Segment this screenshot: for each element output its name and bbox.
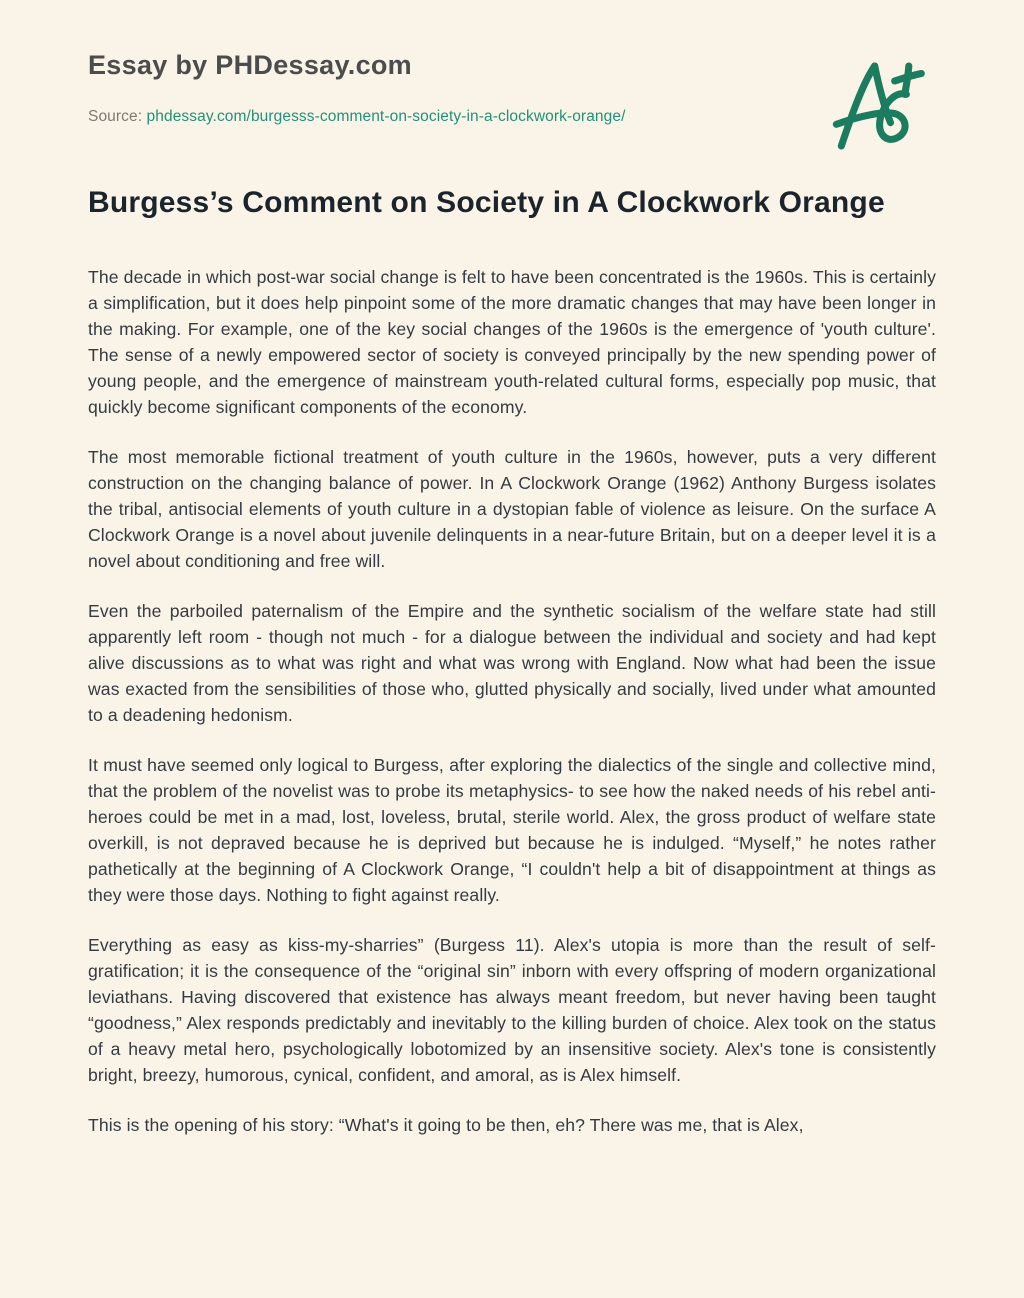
essay-paragraph: Everything as easy as kiss-my-sharries” (Burgess 11). Alex's utopia is more than the result of self-gratification; it is the consequence of the “original sin” inborn with every offspring of modern organizational leviathans. Having discovered that existence has always meant freedom, but never having been taught “goodness,” Alex responds predictably and inevitably to the killing burden of choice. Alex took on the status of a heavy metal hero, psychologically lobotomized by an insensitive society. Alex's tone is consistently bright, breezy, humorous, cynical, confident, and amoral, as is Alex himself. — [88, 935, 936, 1085]
source-label: Source: — [88, 108, 143, 125]
essay-paragraph: This is the opening of his story: “What's it going to be then, eh? There was me, that is Alex, — [88, 1115, 804, 1135]
byline: Essay by PHDessay.com — [88, 50, 412, 80]
essay-paragraph: The decade in which post-war social change is felt to have been concentrated is the 1960s. This is certainly a simplification, but it does help pinpoint some of the more dramatic changes that may have been longer in the making. For example, one of the key social changes of the 1960s is the emergence of 'youth culture'. The sense of a newly empowered sector of society is conveyed principally by the new spending power of young people, and the emergence of mainstream youth-related cultural forms, especially pop music, that quickly become significant components of the economy. — [88, 267, 936, 417]
essay-body — [88, 264, 936, 1138]
essay-paragraph: Even the parboiled paternalism of the Empire and the synthetic socialism of the welfare state had still apparently left room - though not much - for a dialogue between the individual and society and had kept alive discussions as to what was right and what was wrong with England. Now what had been the issue was exacted from the sensibilities of those who, glutted physically and socially, lived under what amounted to a deadening hedonism. — [88, 601, 936, 725]
source-row — [88, 108, 936, 126]
phdessay-a-plus-logo-icon — [828, 56, 928, 156]
essay-paragraph: The most memorable fictional treatment of youth culture in the 1960s, however, puts a very different construction on the changing balance of power. In A Clockwork Orange (1962) Anthony Burgess isolates the tribal, antisocial elements of youth culture in a dystopian fable of violence as leisure. On the surface A Clockwork Orange is a novel about juvenile delinquents in a near-future Britain, but on a deeper level it is a novel about conditioning and free will. — [88, 447, 936, 571]
page-title: Burgess’s Comment on Society in A Clockwork Orange — [88, 186, 885, 219]
essay-paragraph: It must have seemed only logical to Burgess, after exploring the dialectics of the single and collective mind, that the problem of the novelist was to probe its metaphysics- to see how the naked needs of his rebel anti-heroes could be met in a mad, lost, loveless, brutal, sterile world. Alex, the gross product of welfare state overkill, is not depraved because he is deprived but because he is indulged. “Myself,” he notes rather pathetically at the beginning of A Clockwork Orange, “I couldn't help a bit of disappointment at things as they were those days. Nothing to fight against really. — [88, 755, 936, 905]
source-link[interactable]: phdessay.com/burgesss-comment-on-society-in-a-clockwork-orange/ — [146, 108, 626, 125]
